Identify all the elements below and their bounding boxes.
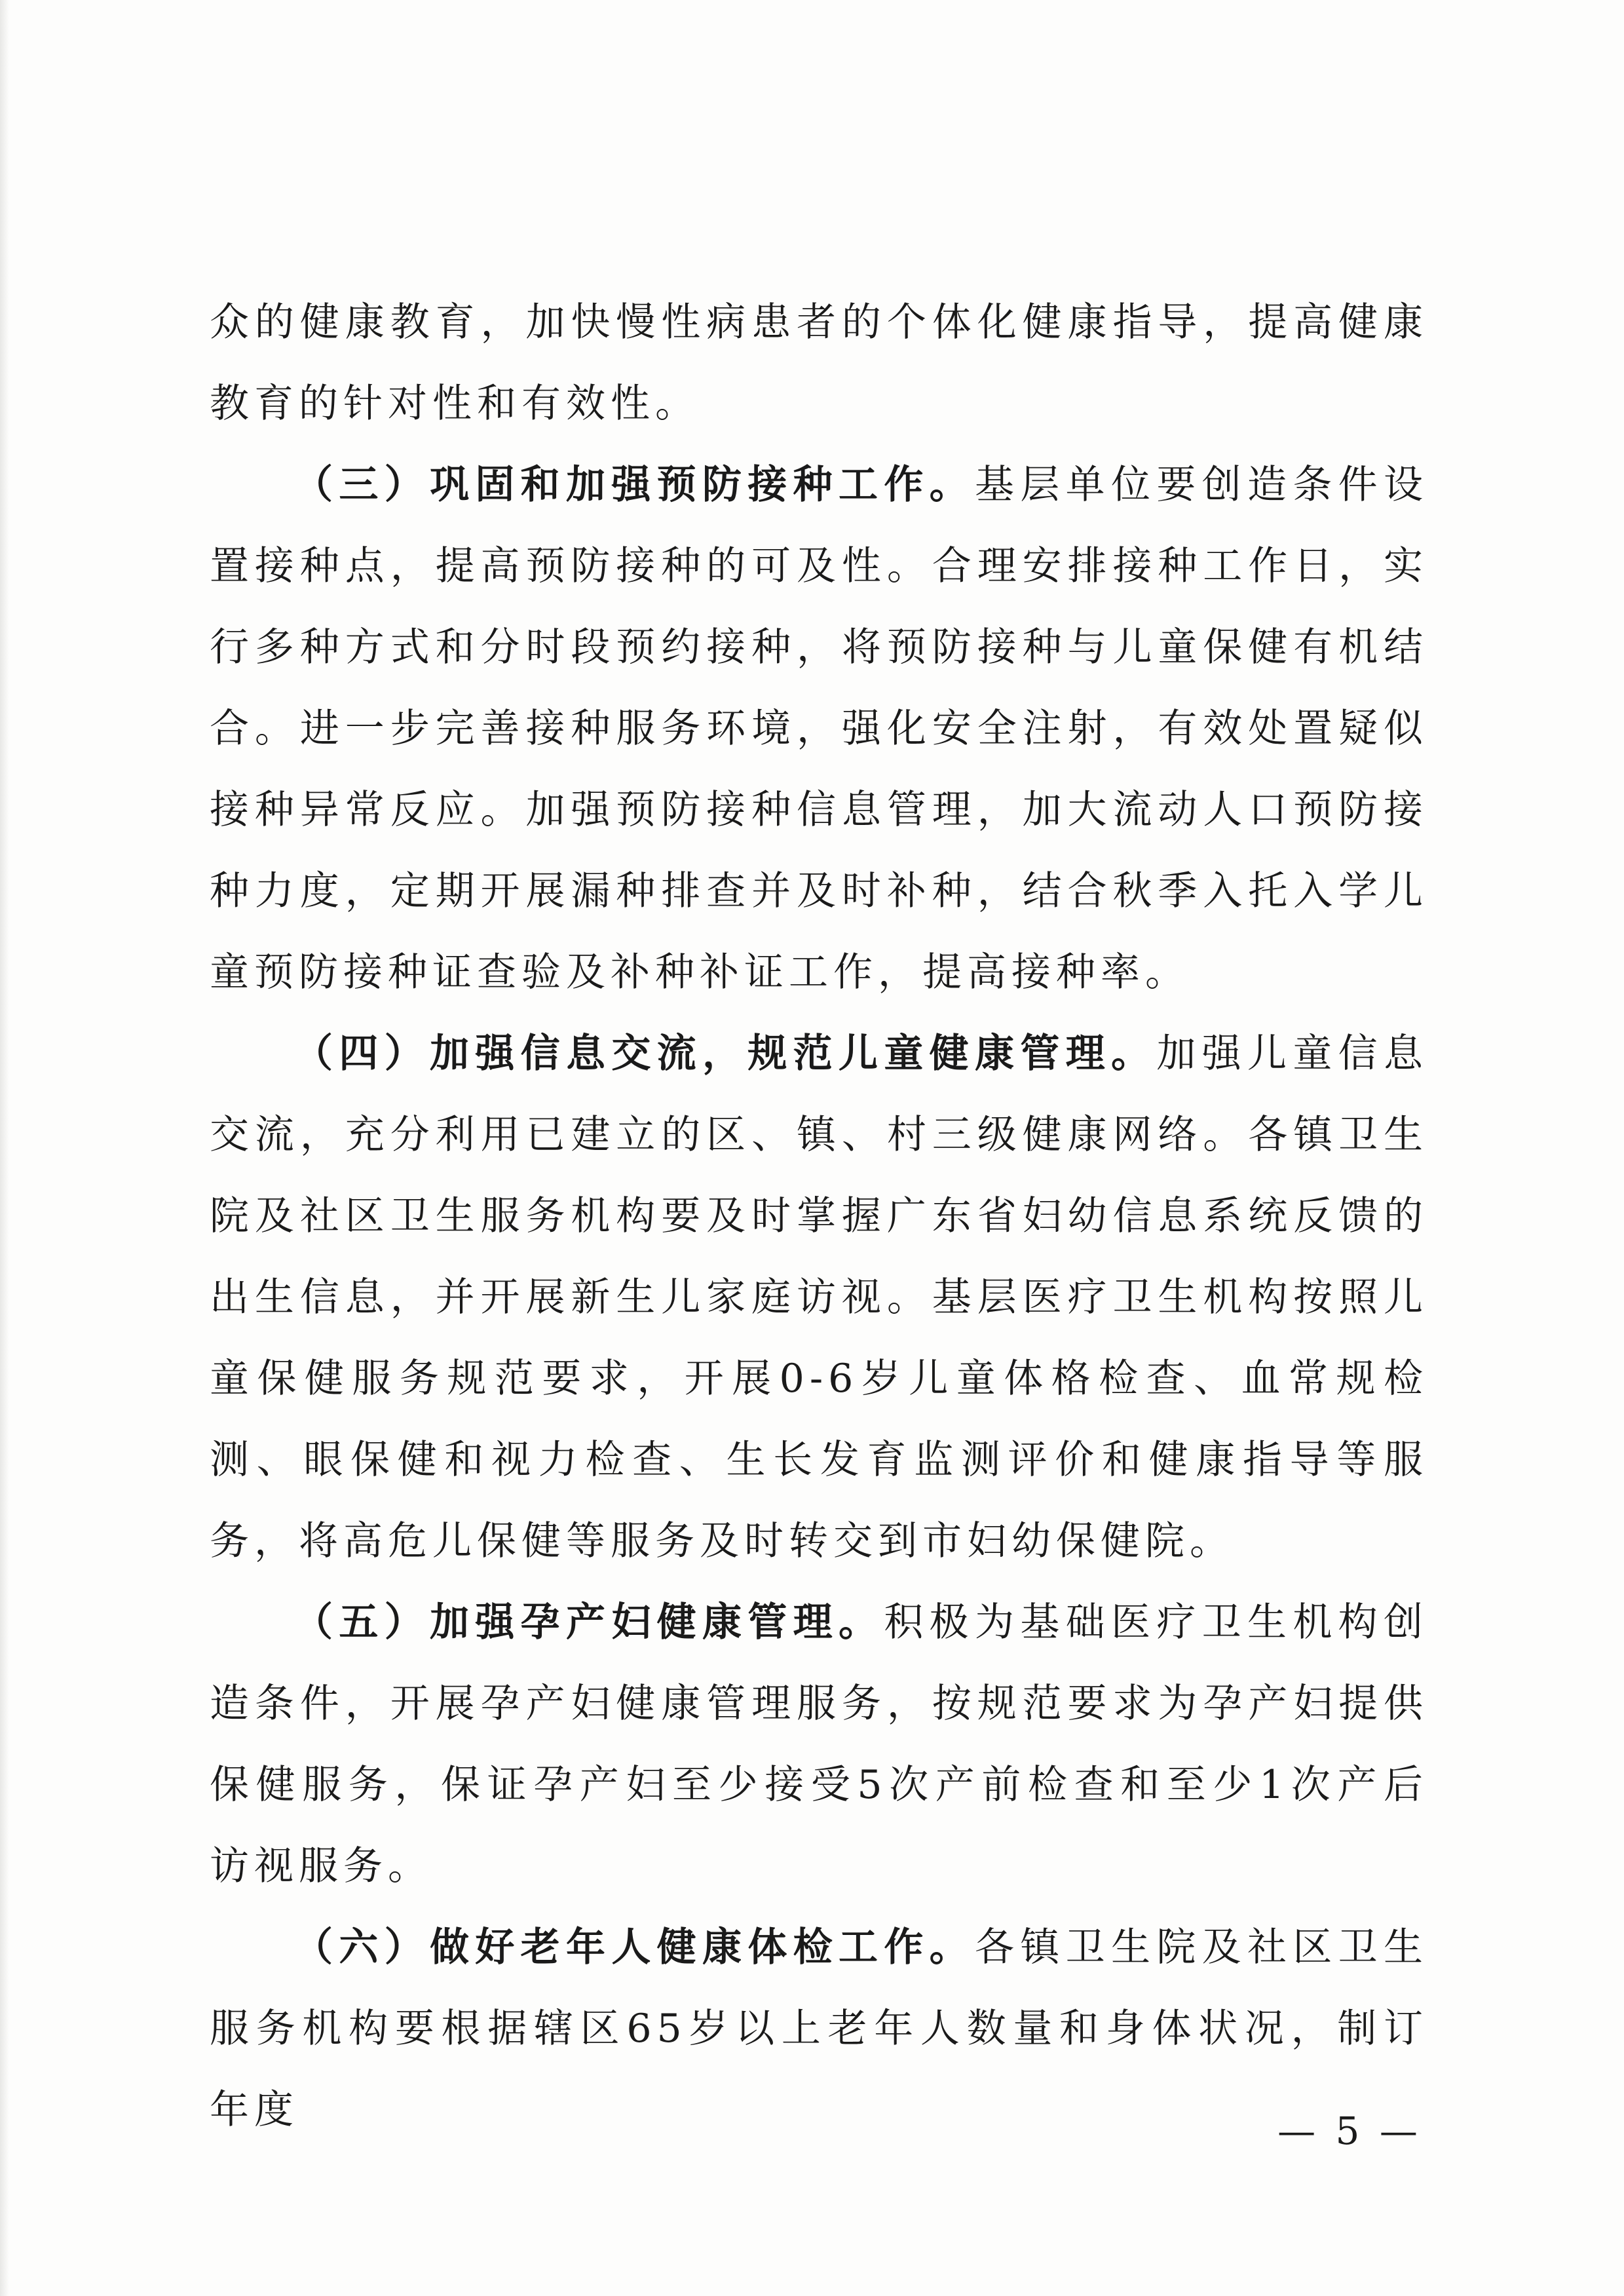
section-heading-6: （六）做好老年人健康体检工作。 bbox=[293, 1924, 975, 1970]
paragraph-continuation bbox=[210, 282, 1428, 444]
section-heading-3: （三）巩固和加强预防接种工作。 bbox=[293, 462, 975, 508]
paragraph-body: 加强儿童信息交流，充分利用已建立的区、镇、村三级健康网络。各镇卫生院及社区卫生服务机构要及时掌握广东省妇幼信息系统反馈的出生信息，并开展新生儿家庭访视。基层医疗卫生机构按照儿童保健服务规范要求，开展0-6岁儿童体格检查、血常规检测、眼保健和视力检查、生长发育监测评价和健康指导等服务，将高危儿保健等服务及时转交到市妇幼保健院。 bbox=[210, 1031, 1429, 1564]
paragraph-child-health bbox=[210, 1013, 1428, 1582]
paragraph-body: 积极为基础医疗卫生机构创造条件，开展孕产妇健康管理服务，按规范要求为孕产妇提供保健服务，保证孕产妇至少接受5次产前检查和至少1次产后访视服务。 bbox=[210, 1599, 1429, 1889]
document-body bbox=[210, 282, 1428, 2151]
section-heading-4: （四）加强信息交流，规范儿童健康管理。 bbox=[293, 1031, 1157, 1077]
page-number: — 5 — bbox=[1277, 2109, 1422, 2153]
paragraph-body: 基层单位要创造条件设置接种点，提高预防接种的可及性。合理安排接种工作日，实行多种方式和分时段预约接种，将预防接种与儿童保健有机结合。进一步完善接种服务环境，强化安全注射，有效处置疑似接种异常反应。加强预防接种信息管理，加大流动人口预防接种力度，定期开展漏种排查并及时补种，结合秋季入托入学儿童预防接种证查验及补种补证工作，提高接种率。 bbox=[210, 462, 1428, 995]
paragraph-vaccination bbox=[210, 444, 1428, 1013]
paragraph-body: 各镇卫生院及社区卫生服务机构要根据辖区65岁以上老年人数量和身体状况，制订年度 bbox=[210, 1924, 1428, 2133]
section-heading-5: （五）加强孕产妇健康管理。 bbox=[293, 1599, 884, 1645]
page-edge-shadow bbox=[0, 0, 9, 2296]
paragraph-body: 众的健康教育，加快慢性病患者的个体化健康指导，提高健康教育的针对性和有效性。 bbox=[210, 299, 1428, 427]
paragraph-elderly-checkup bbox=[210, 1907, 1428, 2151]
paragraph-maternal-health bbox=[210, 1582, 1428, 1907]
